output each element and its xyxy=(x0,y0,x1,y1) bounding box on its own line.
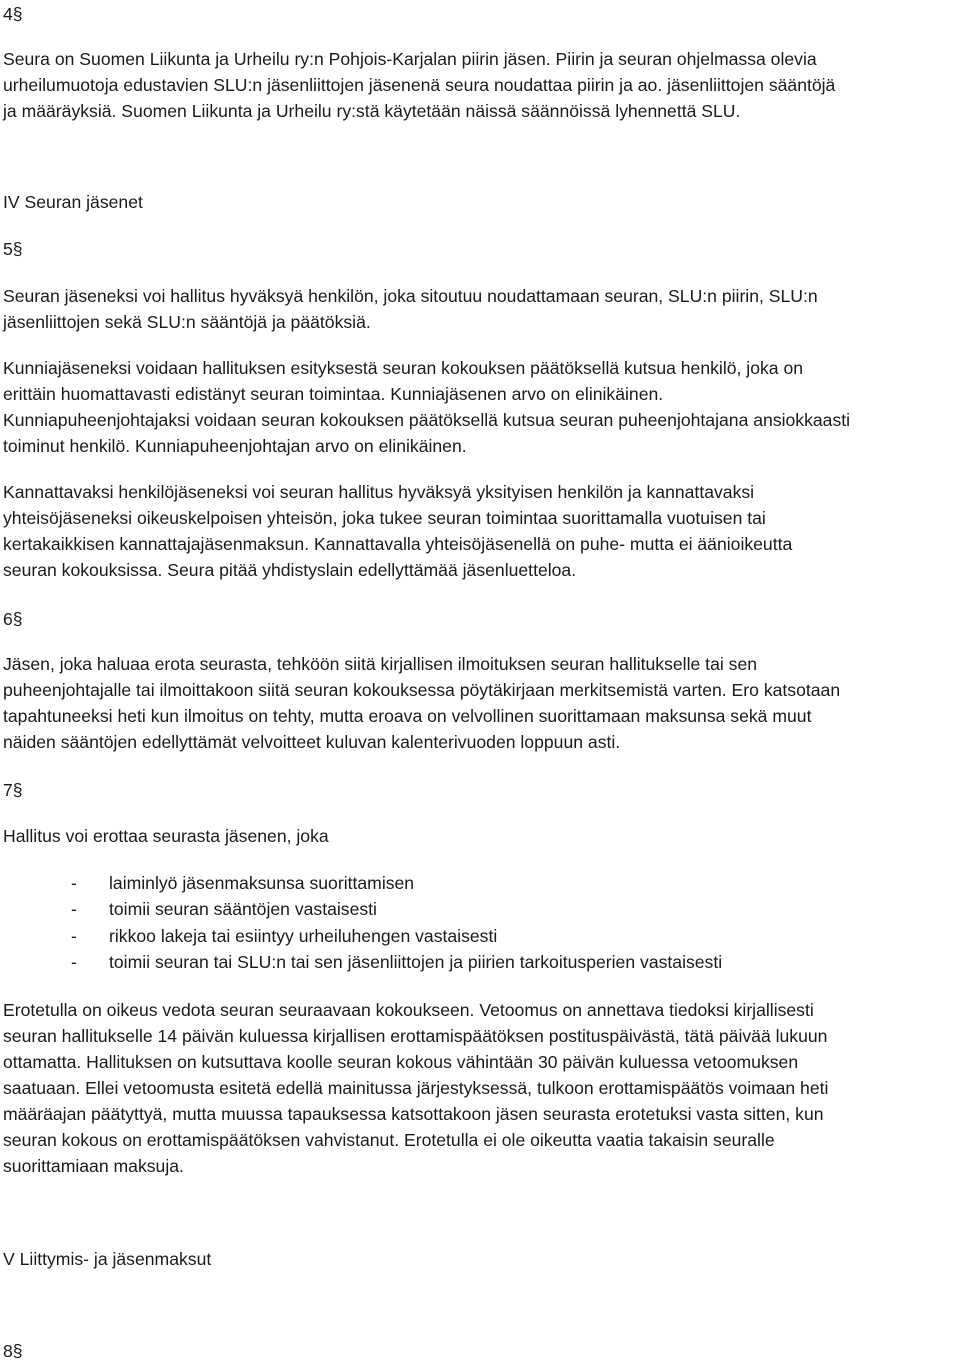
paragraph-line: urheilumuotoja edustavien SLU:n jäsenliittojen jäsenenä seura noudattaa piirin ja ao. jäsenliittojen sääntöjä xyxy=(3,75,836,95)
section-4-heading: 4§ xyxy=(3,4,23,24)
list-dash: - xyxy=(71,899,77,920)
paragraph-line: toiminut henkilö. Kunniapuheenjohtajan arvo on elinikäinen. xyxy=(3,436,467,456)
chapter-iv-heading: IV Seuran jäsenet xyxy=(3,192,143,212)
section-5-heading: 5§ xyxy=(3,239,23,259)
paragraph-line: seuran hallitukselle 14 päivän kuluessa kirjallisen erottamispäätöksen postituspäivästä, tätä päivää lukuun xyxy=(3,1026,828,1046)
paragraph-line: Kunniapuheenjohtajaksi voidaan seuran kokouksen päätöksellä kutsua seuran puheenjohtajana ansiokkaasti xyxy=(3,410,851,430)
paragraph-line: ja määräyksiä. Suomen Liikunta ja Urheilu ry:stä käytetään näissä säännöissä lyhennettä SLU. xyxy=(3,101,741,121)
paragraph-line: Seuran jäseneksi voi hallitus hyväksyä henkilön, joka sitoutuu noudattamaan seuran, SLU:n piirin, SLU:n xyxy=(3,286,818,306)
paragraph-line: tapahtuneeksi heti kun ilmoitus on tehty, mutta eroava on velvollinen suorittamaan maksunsa sekä muut xyxy=(3,706,812,726)
section-4-paragraph xyxy=(3,46,835,124)
paragraph-line: suorittamiaan maksuja. xyxy=(3,1156,184,1176)
section-8-heading: 8§ xyxy=(3,1341,23,1361)
list-item-text: rikkoo lakeja tai esiintyy urheiluhengen vastaisesti xyxy=(109,925,498,946)
section-6-paragraph xyxy=(3,651,840,755)
paragraph-line: Kannattavaksi henkilöjäseneksi voi seuran hallitus hyväksyä yksityisen henkilön ja kannattavaksi xyxy=(3,482,755,502)
chapter-v-heading: V Liittymis- ja jäsenmaksut xyxy=(3,1249,212,1269)
section-6-heading: 6§ xyxy=(3,609,23,629)
section-7-paragraph xyxy=(3,997,828,1179)
paragraph-line: Erotetulla on oikeus vedota seuran seuraavaan kokoukseen. Vetoomus on annettava tiedoksi kirjallisesti xyxy=(3,1000,814,1020)
list-item-text: toimii seuran tai SLU:n tai sen jäsenliittojen ja piirien tarkoitusperien vastaisesti xyxy=(109,951,723,972)
list-item xyxy=(71,896,722,922)
paragraph-line: ottamatta. Hallituksen on kutsuttava koolle seuran kokous vähintään 30 päivän kuluessa vetoomuksen xyxy=(3,1052,799,1072)
paragraph-line: erittäin huomattavasti edistänyt seuran toimintaa. Kunniajäsenen arvo on elinikäinen. xyxy=(3,384,664,404)
list-dash: - xyxy=(71,873,77,893)
section-7-intro: Hallitus voi erottaa seurasta jäsenen, joka xyxy=(3,826,329,846)
section-5-paragraph-1 xyxy=(3,283,818,335)
section-7-heading: 7§ xyxy=(3,780,23,800)
paragraph-line: Jäsen, joka haluaa erota seurasta, tehköön siitä kirjallisen ilmoituksen seuran hallitukselle tai sen xyxy=(3,654,758,674)
paragraph-line: seuran kokous on erottamispäätöksen vahvistanut. Erotetulla ei ole oikeutta vaatia takaisin seuralle xyxy=(3,1130,775,1150)
list-item xyxy=(71,870,722,896)
section-5-paragraph-2 xyxy=(3,355,850,459)
paragraph-line: seuran kokouksissa. Seura pitää yhdistyslain edellyttämää jäsenluetteloa. xyxy=(3,560,577,580)
paragraph-line: Seura on Suomen Liikunta ja Urheilu ry:n Pohjois-Karjalan piirin jäsen. Piirin ja seuran ohjelmassa olevia xyxy=(3,49,817,69)
paragraph-line: Kunniajäseneksi voidaan hallituksen esityksestä seuran kokouksen päätöksellä kutsua henkilö, joka on xyxy=(3,358,804,378)
paragraph-line: puheenjohtajalle tai ilmoittakoon siitä seuran kokouksessa pöytäkirjaan merkitsemistä varten. Ero katsotaan xyxy=(3,680,841,700)
list-item xyxy=(71,923,722,949)
section-5-paragraph-3 xyxy=(3,479,792,583)
list-item-text: laiminlyö jäsenmaksunsa suorittamisen xyxy=(109,873,415,893)
list-dash: - xyxy=(71,951,77,972)
paragraph-line: saatuaan. Ellei vetoomusta esitetä edellä mainitussa järjestyksessä, tulkoon erottamispäätös voimaan heti xyxy=(3,1078,829,1098)
section-7-list xyxy=(71,870,722,975)
list-dash: - xyxy=(71,925,77,946)
paragraph-line: määräajan päätyttyä, mutta muussa tapauksessa katsottakoon jäsen seurasta erotetuksi vasta sitten, kun xyxy=(3,1104,824,1124)
list-item-text: toimii seuran sääntöjen vastaisesti xyxy=(109,899,377,920)
paragraph-line: kertakaikkisen kannattajajäsenmaksun. Kannattavalla yhteisöjäsenellä on puhe- mutta ei äänioikeutta xyxy=(3,534,793,554)
paragraph-line: näiden sääntöjen edellyttämät velvoitteet kuluvan kalenterivuoden loppuun asti. xyxy=(3,732,621,752)
paragraph-line: jäsenliittojen sekä SLU:n sääntöjä ja päätöksiä. xyxy=(3,312,371,332)
list-item xyxy=(71,949,722,975)
paragraph-line: yhteisöjäseneksi oikeuskelpoisen yhteisön, joka tukee seuran toimintaa suorittamalla vuotuisen tai xyxy=(3,508,766,528)
